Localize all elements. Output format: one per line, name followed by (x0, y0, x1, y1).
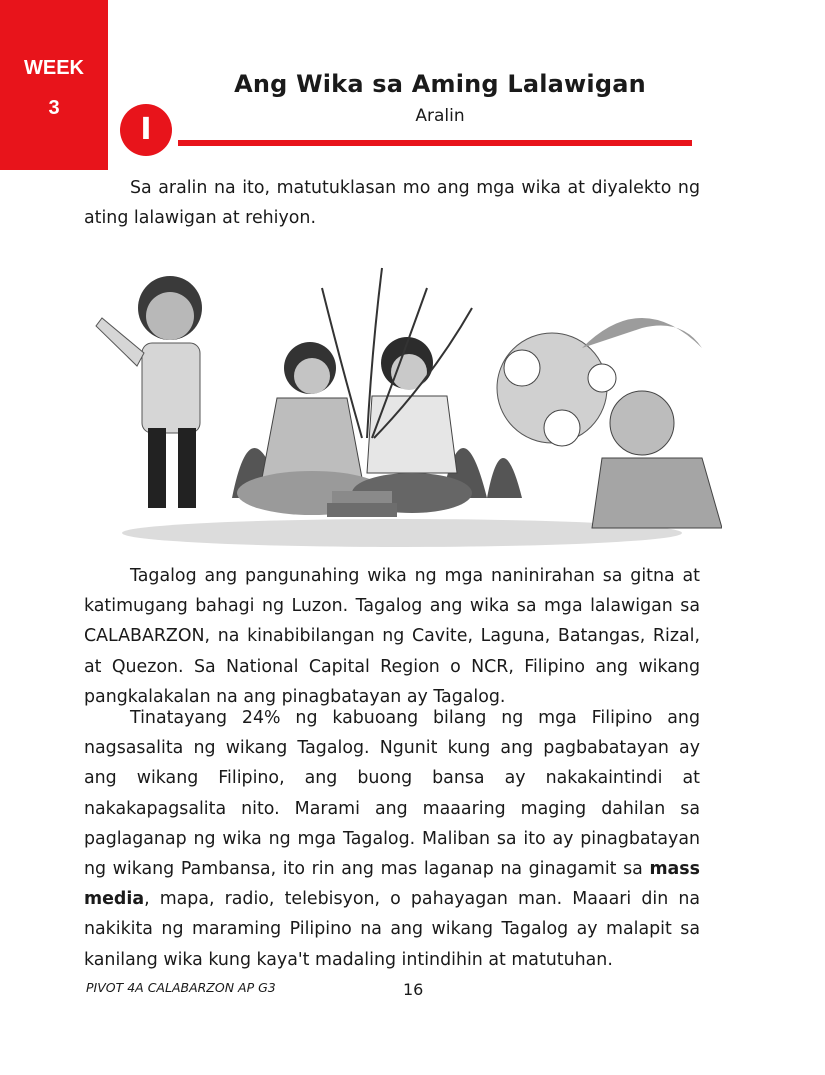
week-box (0, 0, 108, 170)
paragraph-percentage (84, 703, 700, 975)
seated-boy-figure (352, 337, 472, 513)
paragraph-percentage-before: Tinatayang 24% ng kabuoang bilang ng mga Filipino ang nagsasalita ng wikang Tagalog. Ngunit kung ang pagbabatayan ay ang wikang Filipino, ang buong bansa ay nakakaintindi at nakakapagsalita nito. Marami ang maaaring maging dahilan sa paglaganap ng wika ng mga Tagalog. Maliban sa ito ay pinagbatayan ng wikang Pambansa, ito rin ang mas laganap na ginagamit sa (84, 708, 700, 880)
intro-paragraph (84, 173, 700, 233)
footer-course-label: PIVOT 4A CALABARZON AP G3 (86, 980, 276, 995)
paragraph-tagalog-text: Tagalog ang pangunahing wika ng mga naninirahan sa gitna at katimugang bahagi ng Luzon. Tagalog ang wika sa mga lalawigan sa CALABARZON, na kinabibilangan ng Cavite, Laguna, Batangas, Rizal, at Quezon. Sa National Capital Region o NCR, Filipino ang wikang pangkalakalan na ang pinagbatayan ay Tagalog. (84, 566, 700, 707)
week-label: WEEK (24, 57, 84, 79)
paragraph-percentage-after: , mapa, radio, telebisyon, o pahayagan man. Maaari din na nakikita ng maraming Pilipino na ang wikang Tagalog ay malapit sa kanilang wika kung kaya't madaling intindihin at matutuhan. (84, 889, 700, 970)
intro-text: Sa aralin na ito, matutuklasan mo ang mga wika at diyalekto ng ating lalawigan at rehiyon. (84, 178, 700, 229)
books (327, 503, 397, 517)
boy-figure (96, 276, 202, 508)
paragraph-tagalog (84, 561, 700, 712)
illustration (82, 248, 722, 548)
title-rule (178, 140, 692, 146)
page-title: Ang Wika sa Aming Lalawigan (234, 70, 646, 98)
footer-page-number: 16 (403, 980, 424, 999)
mass-media-term: mass media (84, 859, 700, 910)
week-number: 3 (48, 97, 60, 119)
page-subtitle: Aralin (415, 106, 465, 126)
section-badge: I (120, 104, 172, 156)
flower-character (497, 318, 722, 528)
